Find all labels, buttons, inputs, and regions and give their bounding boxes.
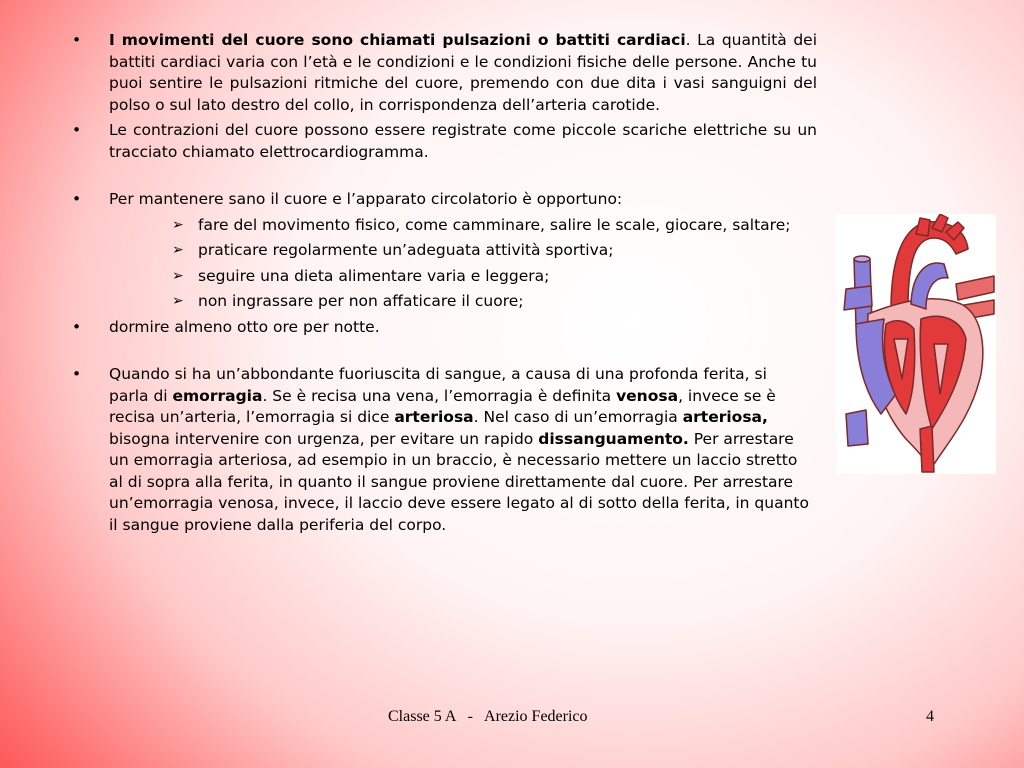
bullet-hemorrhage (72, 364, 809, 536)
sub-item (72, 291, 817, 313)
hemorrhage-text: . Se è recisa una vena, l’emorragia è definita (262, 386, 617, 405)
bullet-ecg: • Le contrazioni del cuore possono essere registrate come piccole scariche elettriche su un tracciato chiamato elettrocardiogramma. (72, 120, 817, 163)
bold-venosa: venosa (616, 386, 679, 405)
heart-illustration (836, 214, 996, 474)
slide-content (72, 30, 817, 536)
bullet-heartbeat (72, 30, 817, 116)
hemorrhage-text: , invece se è recisa un’arteria, l’emorragia si dice (109, 386, 776, 426)
hemorrhage-text: Per arrestare un emorragia arteriosa, ad esempio in un braccio, è necessario mettere un laccio stretto al di sopra alla ferita, in quanto il sangue proviene direttamente dal cuore. Per arrestare un’emorragia venosa, invece, il laccio deve essere legato al di sotto della ferita, in quanto il sangue proviene dalla periferia del corpo. (109, 429, 809, 534)
page-number: 4 (926, 708, 934, 725)
bold-arteriosa-2: arteriosa, (682, 408, 768, 426)
hemorrhage-text: bisogna intervenire con urgenza, per evitare un rapido (109, 429, 539, 448)
arrow-bullet-icon: ➢ (172, 242, 184, 258)
hemorrhage-text: . Nel caso di un’emorragia (473, 408, 683, 426)
heartbeat-text: . La quantità dei battiti cardiaci varia con l’età e le condizioni e le condizioni fisiche delle persone. Anche tu puoi sentire le pulsazioni ritmiche del cuore, premendo con due dita i vasi sanguigni del polso o sul lato destro del collo, in corrispondenza dell’arteria carotide. (109, 31, 818, 114)
sub-item-text: non ingrassare per non affaticare il cuore; (198, 292, 524, 310)
bullet-healthy-heart: • Per mantenere sano il cuore e l’apparato circolatorio è opportuno: (72, 189, 817, 211)
arrow-bullet-icon: ➢ (172, 267, 184, 284)
arrow-bullet-icon: ➢ (172, 216, 184, 233)
sub-item (72, 215, 817, 237)
footer-text: Classe 5 A - Arezio Federico (388, 708, 588, 725)
bullet-sleep: • dormire almeno otto ore per notte. (72, 317, 817, 339)
sub-item-text: fare del movimento fisico, come camminare, salire le scale, giocare, saltare; (198, 215, 791, 234)
sub-item-text: seguire una dieta alimentare varia e leggera; (198, 266, 550, 285)
sub-item (72, 266, 817, 288)
hemorrhage-text: Quando si ha un’abbondante fuoriuscita di sangue, a causa di una profonda ferita, si parla di (109, 365, 767, 405)
bold-emorragia: emorragia (172, 386, 263, 405)
heart-icon (836, 214, 996, 474)
arrow-bullet-icon: ➢ (172, 293, 184, 309)
bold-dissanguamento: dissanguamento. (538, 429, 689, 448)
sub-item-text: praticare regolarmente un’adeguata attività sportiva; (198, 241, 614, 259)
bold-heartbeat-title: I movimenti del cuore sono chiamati pulsazioni o battiti cardiaci (109, 31, 686, 49)
sub-item (72, 240, 817, 262)
bold-arteriosa: arteriosa (394, 408, 474, 426)
